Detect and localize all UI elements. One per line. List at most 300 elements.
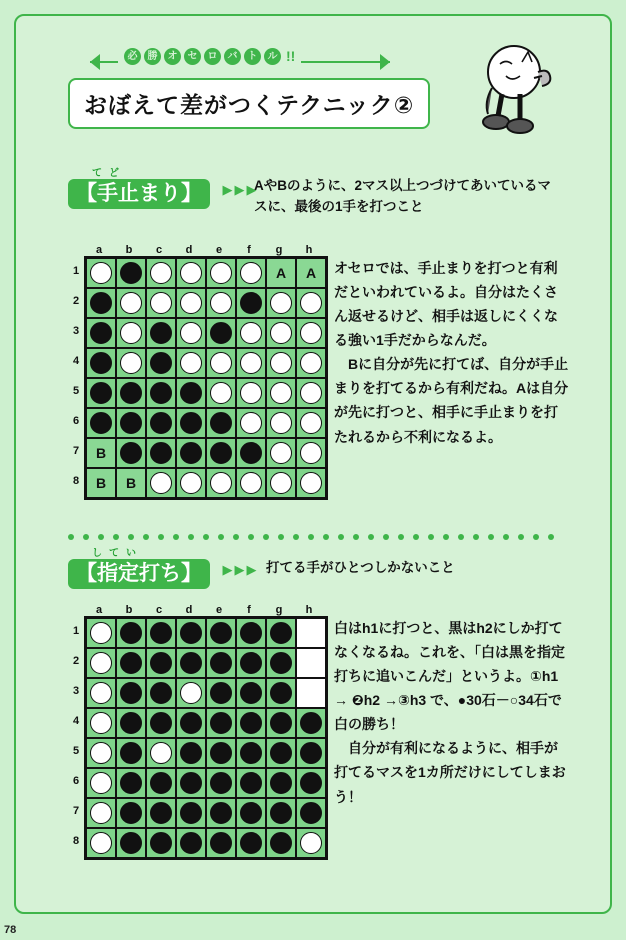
board-cell[interactable]	[176, 798, 206, 828]
white-disc	[210, 352, 232, 374]
board-cell[interactable]	[296, 708, 326, 738]
board-cell[interactable]	[86, 798, 116, 828]
board-cell[interactable]	[146, 708, 176, 738]
board-cell[interactable]	[206, 288, 236, 318]
board-cell[interactable]	[236, 738, 266, 768]
white-disc	[300, 472, 322, 494]
black-disc	[90, 322, 112, 344]
board-cell[interactable]	[116, 318, 146, 348]
black-disc	[90, 412, 112, 434]
white-disc	[270, 292, 292, 314]
page-frame	[14, 14, 612, 914]
ribbon-char: バ	[224, 48, 241, 65]
section-2-paragraph-1: 白はh1に打つと、黒はh2にしか打てなくなるね。これを、「白は黒を指定打ちに追いこんだ」というよ。①h1 → ❷h2 →③h3 で、●30石－○34石で白の勝ち！	[334, 620, 565, 733]
board-cell[interactable]	[116, 258, 146, 288]
board-cell[interactable]	[296, 288, 326, 318]
black-disc	[210, 682, 232, 704]
black-disc	[120, 772, 142, 794]
black-disc	[240, 742, 262, 764]
board-cell[interactable]	[206, 678, 236, 708]
black-disc	[240, 442, 262, 464]
black-disc	[120, 652, 142, 674]
page-header	[68, 50, 488, 129]
col-label: c	[155, 604, 163, 616]
board-cell[interactable]	[176, 678, 206, 708]
board-cell[interactable]	[176, 468, 206, 498]
row-label: 4	[72, 715, 80, 727]
board-cell[interactable]	[116, 618, 146, 648]
board-1[interactable]	[68, 244, 328, 500]
board-cell[interactable]	[86, 408, 116, 438]
white-disc	[90, 742, 112, 764]
white-disc	[300, 832, 322, 854]
section-2-furigana: してい	[92, 548, 143, 559]
board-cell[interactable]	[296, 468, 326, 498]
board-cell[interactable]	[146, 648, 176, 678]
white-disc	[150, 742, 172, 764]
board-1-grid[interactable]	[84, 256, 328, 500]
board-cell[interactable]	[146, 678, 176, 708]
black-disc	[120, 442, 142, 464]
board-cell[interactable]	[116, 648, 146, 678]
board-cell[interactable]	[296, 798, 326, 828]
black-disc	[300, 772, 322, 794]
board-cell[interactable]	[206, 708, 236, 738]
ribbon-char: オ	[164, 48, 181, 65]
black-disc	[270, 832, 292, 854]
board-cell[interactable]	[86, 318, 116, 348]
board-cell[interactable]	[296, 258, 326, 288]
board-cell[interactable]	[206, 348, 236, 378]
section-2-triangles-icon: ▶▶▶	[222, 562, 259, 577]
black-disc	[180, 742, 202, 764]
black-disc	[120, 262, 142, 284]
black-disc	[180, 412, 202, 434]
board-cell[interactable]	[236, 288, 266, 318]
row-label: 2	[72, 655, 80, 667]
board-cell[interactable]	[116, 288, 146, 318]
white-disc	[90, 652, 112, 674]
board-cell[interactable]	[266, 708, 296, 738]
ribbon-char: セ	[184, 48, 201, 65]
board-cell[interactable]	[266, 648, 296, 678]
white-disc	[210, 262, 232, 284]
board-cell[interactable]	[296, 318, 326, 348]
section-1-heading	[68, 164, 258, 209]
white-disc	[90, 622, 112, 644]
ribbon-char: 勝	[144, 48, 161, 65]
board-cell[interactable]	[236, 828, 266, 858]
ribbon-exclamation: !!	[286, 48, 296, 64]
board-cell[interactable]	[266, 828, 296, 858]
white-disc	[240, 412, 262, 434]
white-disc	[240, 322, 262, 344]
board-cell[interactable]	[86, 828, 116, 858]
col-label: b	[125, 244, 133, 256]
white-disc	[90, 772, 112, 794]
row-label: 3	[72, 325, 80, 337]
board-cell[interactable]	[86, 708, 116, 738]
board-cell[interactable]	[86, 768, 116, 798]
col-label: a	[95, 244, 103, 256]
board-cell[interactable]	[176, 828, 206, 858]
board-2-column-labels	[84, 604, 328, 616]
white-disc	[120, 352, 142, 374]
black-disc	[180, 712, 202, 734]
section-1-triangles-icon: ▶▶▶	[222, 182, 259, 197]
section-1-description: AやBのように、2マス以上つづけてあいているマスに、最後の1手を打つこと	[254, 178, 552, 214]
white-disc	[180, 292, 202, 314]
white-disc	[120, 322, 142, 344]
board-cell[interactable]	[266, 438, 296, 468]
white-disc	[270, 382, 292, 404]
white-disc	[90, 712, 112, 734]
col-label: d	[185, 244, 193, 256]
board-cell[interactable]	[176, 708, 206, 738]
board-cell[interactable]	[206, 618, 236, 648]
col-label: d	[185, 604, 193, 616]
board-cell[interactable]	[176, 288, 206, 318]
board-cell[interactable]	[266, 738, 296, 768]
black-disc	[180, 442, 202, 464]
black-disc	[120, 682, 142, 704]
black-disc	[210, 802, 232, 824]
board-cell[interactable]	[146, 798, 176, 828]
board-cell[interactable]	[206, 378, 236, 408]
board-cell[interactable]	[116, 738, 146, 768]
cell-marker-label: B	[125, 475, 137, 491]
board-cell[interactable]	[86, 468, 116, 498]
board-2-grid[interactable]	[84, 616, 328, 860]
board-cell[interactable]	[266, 678, 296, 708]
board-cell[interactable]	[266, 768, 296, 798]
white-disc	[270, 322, 292, 344]
board-cell[interactable]	[176, 768, 206, 798]
black-disc	[210, 772, 232, 794]
black-disc	[150, 682, 172, 704]
board-cell[interactable]	[116, 348, 146, 378]
board-cell[interactable]	[146, 318, 176, 348]
black-disc	[300, 742, 322, 764]
section-1-body	[334, 256, 569, 449]
section-2-title: 【指定打ち】	[68, 559, 210, 589]
board-1-column-labels	[84, 244, 328, 256]
board-cell[interactable]	[86, 438, 116, 468]
board-cell[interactable]	[86, 288, 116, 318]
ribbon-char: ト	[244, 48, 261, 65]
board-cell[interactable]	[236, 798, 266, 828]
row-label: 3	[72, 685, 80, 697]
page-title-box	[68, 78, 430, 129]
black-disc	[120, 832, 142, 854]
black-disc	[270, 772, 292, 794]
white-disc	[300, 412, 322, 434]
board-cell[interactable]	[116, 708, 146, 738]
ribbon-left-end-icon	[90, 54, 100, 70]
white-disc	[180, 682, 202, 704]
black-disc	[240, 682, 262, 704]
board-cell[interactable]	[236, 648, 266, 678]
board-cell[interactable]	[176, 738, 206, 768]
black-disc	[150, 442, 172, 464]
board-cell[interactable]	[116, 438, 146, 468]
section-2-paragraph-2: 自分が有利になるように、相手が打てるマスを1カ所だけにしてしまおう！	[334, 740, 566, 805]
board-cell[interactable]	[236, 438, 266, 468]
board-cell[interactable]	[206, 738, 236, 768]
col-label: a	[95, 604, 103, 616]
white-disc	[240, 352, 262, 374]
board-cell[interactable]	[116, 468, 146, 498]
black-disc	[240, 772, 262, 794]
board-cell[interactable]	[206, 768, 236, 798]
board-cell[interactable]	[146, 288, 176, 318]
board-cell[interactable]	[266, 258, 296, 288]
black-disc	[210, 712, 232, 734]
black-disc	[240, 292, 262, 314]
board-cell[interactable]	[236, 708, 266, 738]
board-cell[interactable]	[296, 408, 326, 438]
board-cell[interactable]	[86, 678, 116, 708]
board-cell[interactable]	[146, 348, 176, 378]
black-disc	[120, 742, 142, 764]
section-1-paragraph-1: オセロでは、手止まりを打つと有利だといわれているよ。自分はたくさん返せるけど、相手は返しにくくなる強い1手だからなんだ。	[334, 260, 558, 349]
board-cell[interactable]	[86, 258, 116, 288]
black-disc	[300, 712, 322, 734]
board-cell[interactable]	[296, 768, 326, 798]
white-disc	[150, 292, 172, 314]
board-cell[interactable]	[266, 468, 296, 498]
board-cell[interactable]	[236, 768, 266, 798]
black-disc	[120, 712, 142, 734]
section-2-description: 打てる手がひとつしかないこと	[266, 560, 455, 575]
row-label: 2	[72, 295, 80, 307]
white-disc	[90, 262, 112, 284]
board-cell[interactable]	[266, 798, 296, 828]
board-cell[interactable]	[236, 258, 266, 288]
black-disc	[180, 622, 202, 644]
board-cell[interactable]	[146, 768, 176, 798]
white-disc	[270, 412, 292, 434]
white-disc	[90, 682, 112, 704]
black-disc	[150, 322, 172, 344]
row-label: 8	[72, 475, 80, 487]
board-cell[interactable]	[146, 618, 176, 648]
black-disc	[120, 382, 142, 404]
board-cell[interactable]	[176, 408, 206, 438]
board-cell[interactable]	[206, 258, 236, 288]
white-disc	[120, 292, 142, 314]
board-2[interactable]	[68, 604, 328, 860]
black-disc	[240, 622, 262, 644]
board-cell[interactable]	[176, 378, 206, 408]
board-1-row-labels	[68, 256, 84, 500]
board-cell[interactable]	[86, 348, 116, 378]
white-disc	[300, 322, 322, 344]
row-label: 6	[72, 415, 80, 427]
col-label: f	[247, 604, 251, 616]
black-disc	[90, 382, 112, 404]
board-cell[interactable]	[86, 738, 116, 768]
board-cell[interactable]	[146, 378, 176, 408]
board-cell[interactable]	[266, 378, 296, 408]
page-number: 78	[4, 924, 17, 936]
black-disc	[270, 622, 292, 644]
col-label: g	[275, 244, 283, 256]
col-label: e	[215, 604, 223, 616]
board-cell[interactable]	[176, 318, 206, 348]
board-cell[interactable]	[86, 378, 116, 408]
board-cell[interactable]	[296, 738, 326, 768]
board-cell[interactable]	[146, 468, 176, 498]
black-disc	[90, 352, 112, 374]
white-disc	[270, 442, 292, 464]
row-label: 8	[72, 835, 80, 847]
black-disc	[300, 802, 322, 824]
board-cell[interactable]	[86, 618, 116, 648]
header-ribbon	[90, 50, 390, 74]
row-label: 4	[72, 355, 80, 367]
board-cell[interactable]	[296, 378, 326, 408]
white-disc	[210, 472, 232, 494]
black-disc	[240, 802, 262, 824]
board-cell[interactable]	[86, 648, 116, 678]
black-disc	[180, 652, 202, 674]
row-label: 1	[72, 625, 80, 637]
black-disc	[270, 652, 292, 674]
white-disc	[150, 262, 172, 284]
black-disc	[150, 832, 172, 854]
white-disc	[270, 472, 292, 494]
white-disc	[210, 382, 232, 404]
cell-marker-label: B	[95, 475, 107, 491]
board-cell[interactable]	[146, 408, 176, 438]
board-cell[interactable]	[236, 408, 266, 438]
white-disc	[180, 262, 202, 284]
section-divider	[68, 534, 568, 540]
board-cell[interactable]	[146, 438, 176, 468]
black-disc	[150, 622, 172, 644]
board-cell[interactable]	[176, 348, 206, 378]
section-2-heading	[68, 544, 258, 589]
row-label: 7	[72, 445, 80, 457]
white-disc	[300, 292, 322, 314]
board-cell[interactable]	[116, 798, 146, 828]
board-cell[interactable]	[116, 408, 146, 438]
ribbon-char: 必	[124, 48, 141, 65]
row-label: 1	[72, 265, 80, 277]
black-disc	[120, 412, 142, 434]
black-disc	[240, 652, 262, 674]
board-cell[interactable]	[266, 348, 296, 378]
board-cell[interactable]	[176, 258, 206, 288]
board-cell[interactable]	[296, 348, 326, 378]
black-disc	[180, 772, 202, 794]
black-disc	[210, 442, 232, 464]
board-cell[interactable]	[296, 828, 326, 858]
col-label: h	[305, 244, 313, 256]
board-cell[interactable]	[266, 288, 296, 318]
col-label: f	[247, 244, 251, 256]
board-cell[interactable]	[236, 468, 266, 498]
black-disc	[180, 382, 202, 404]
white-disc	[90, 802, 112, 824]
board-cell[interactable]	[116, 378, 146, 408]
board-cell[interactable]	[296, 648, 326, 678]
black-disc	[210, 832, 232, 854]
board-cell[interactable]	[236, 378, 266, 408]
board-cell[interactable]	[206, 408, 236, 438]
board-cell[interactable]	[206, 798, 236, 828]
row-label: 5	[72, 385, 80, 397]
white-disc	[90, 832, 112, 854]
black-disc	[240, 712, 262, 734]
row-label: 6	[72, 775, 80, 787]
board-cell[interactable]	[266, 318, 296, 348]
board-cell[interactable]	[266, 408, 296, 438]
board-cell[interactable]	[146, 828, 176, 858]
black-disc	[120, 802, 142, 824]
board-cell[interactable]	[116, 678, 146, 708]
board-cell[interactable]	[146, 738, 176, 768]
othello-mascot-icon	[462, 42, 572, 142]
ribbon-char: ロ	[204, 48, 221, 65]
board-cell[interactable]	[206, 648, 236, 678]
board-cell[interactable]	[236, 348, 266, 378]
board-cell[interactable]	[116, 828, 146, 858]
black-disc	[180, 802, 202, 824]
cell-marker-label: A	[275, 265, 287, 281]
board-cell[interactable]	[176, 618, 206, 648]
col-label: e	[215, 244, 223, 256]
page-title: おぼえて差がつくテクニック②	[84, 92, 415, 118]
white-disc	[300, 352, 322, 374]
black-disc	[270, 682, 292, 704]
board-cell[interactable]	[146, 258, 176, 288]
white-disc	[180, 472, 202, 494]
black-disc	[120, 622, 142, 644]
section-1-furigana: てど	[92, 168, 126, 179]
board-cell[interactable]	[206, 828, 236, 858]
board-cell[interactable]	[206, 318, 236, 348]
board-cell[interactable]	[296, 438, 326, 468]
board-cell[interactable]	[176, 438, 206, 468]
black-disc	[150, 382, 172, 404]
black-disc	[270, 742, 292, 764]
black-disc	[150, 652, 172, 674]
board-cell[interactable]	[176, 648, 206, 678]
board-cell[interactable]	[236, 318, 266, 348]
row-label: 7	[72, 805, 80, 817]
board-cell[interactable]	[206, 438, 236, 468]
white-disc	[300, 382, 322, 404]
board-cell[interactable]	[266, 618, 296, 648]
board-2-row-labels	[68, 616, 84, 860]
black-disc	[180, 832, 202, 854]
black-disc	[150, 772, 172, 794]
col-label: b	[125, 604, 133, 616]
board-cell[interactable]	[116, 768, 146, 798]
board-cell[interactable]	[296, 678, 326, 708]
col-label: g	[275, 604, 283, 616]
black-disc	[270, 802, 292, 824]
board-cell[interactable]	[206, 468, 236, 498]
black-disc	[210, 742, 232, 764]
board-cell[interactable]	[236, 678, 266, 708]
board-cell[interactable]	[296, 618, 326, 648]
white-disc	[210, 292, 232, 314]
white-disc	[240, 382, 262, 404]
board-cell[interactable]	[236, 618, 266, 648]
